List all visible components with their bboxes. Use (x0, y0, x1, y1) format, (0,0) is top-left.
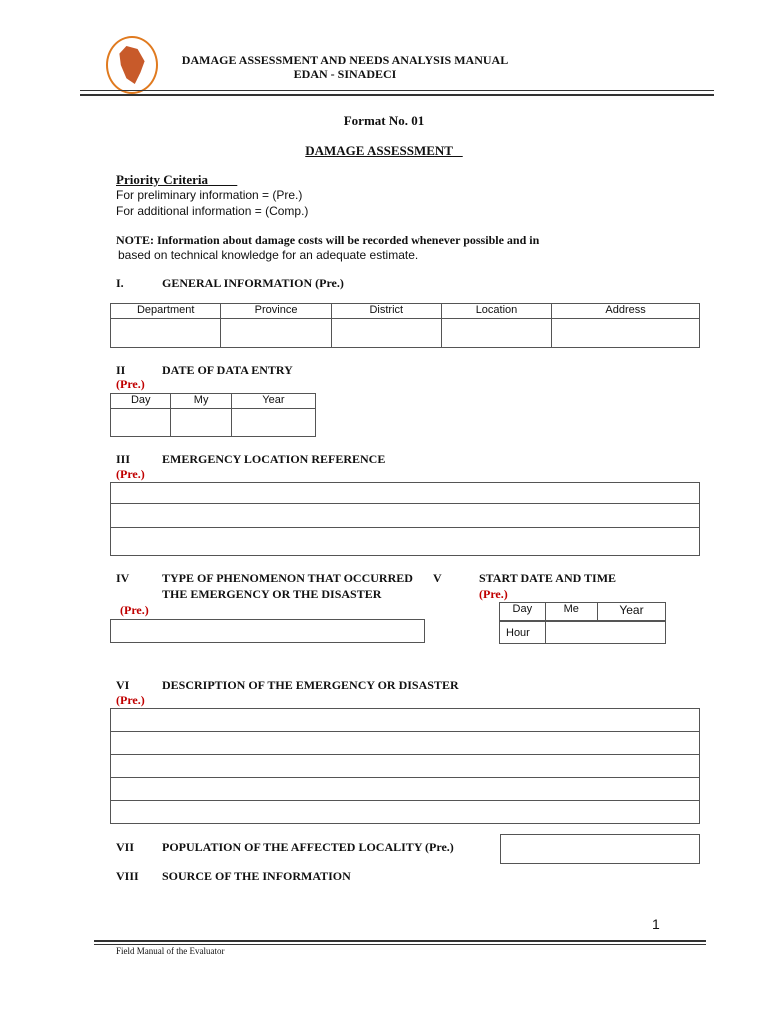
department-field[interactable] (111, 319, 221, 348)
section1-title: GENERAL INFORMATION (Pre.) (162, 276, 344, 290)
page-number: 1 (652, 916, 660, 932)
description-line[interactable] (111, 801, 700, 824)
form-title-text: DAMAGE ASSESSMENT (305, 143, 453, 158)
section8-title: SOURCE OF THE INFORMATION (162, 869, 351, 883)
col-location: Location (441, 304, 551, 319)
section1-number: I. (116, 276, 124, 290)
section6-number: VI (116, 678, 130, 692)
header-rule-bottom (80, 94, 714, 96)
priority-heading (116, 172, 237, 188)
description-line[interactable] (111, 778, 700, 801)
section6-title: DESCRIPTION OF THE EMERGENCY OR DISASTER (162, 678, 459, 692)
district-field[interactable] (331, 319, 441, 348)
col-month: My (171, 394, 231, 409)
section5-title: START DATE AND TIME (479, 571, 617, 585)
footer-rule-top (94, 940, 706, 942)
header-title: DAMAGE ASSESSMENT AND NEEDS ANALYSIS MANUAL (181, 53, 509, 67)
province-field[interactable] (221, 319, 331, 348)
col-address: Address (552, 304, 700, 319)
section8-number: VIII (116, 869, 139, 883)
priority-heading-text: Priority Criteria (116, 172, 209, 187)
location-field[interactable] (441, 319, 551, 348)
hour-label: Hour (500, 622, 546, 644)
description-line[interactable] (111, 709, 700, 732)
col-department: Department (111, 304, 221, 319)
note-line2: based on technical knowledge for an adequate estimate. (118, 248, 419, 262)
location-reference-line[interactable] (111, 483, 700, 504)
section4-title-line2: THE EMERGENCY OR THE DISASTER (162, 587, 382, 601)
section6-tag: (Pre.) (116, 693, 145, 707)
format-number: Format No. 01 (343, 113, 425, 128)
col-start-day: Day (500, 603, 546, 621)
section4-tag: (Pre.) (120, 603, 149, 617)
location-reference-line[interactable] (111, 528, 700, 556)
section7-number: VII (116, 840, 135, 854)
col-start-month: Me (545, 603, 597, 621)
description-table (110, 708, 700, 824)
footer-text: Field Manual of the Evaluator (116, 946, 225, 956)
form-title (0, 143, 768, 159)
col-district: District (331, 304, 441, 319)
entry-year-field[interactable] (231, 409, 315, 437)
population-field[interactable] (500, 834, 700, 864)
entry-day-field[interactable] (111, 409, 171, 437)
section2-number: II (116, 363, 126, 377)
section7-title: POPULATION OF THE AFFECTED LOCALITY (Pre.) (162, 840, 454, 854)
description-line[interactable] (111, 755, 700, 778)
sinadeci-logo (106, 36, 158, 94)
priority-comp: For additional information = (Comp.) (116, 204, 309, 218)
note-bold-text: Information about damage costs will be recorded whenever possible and in (154, 233, 540, 247)
section5-tag: (Pre.) (479, 587, 508, 601)
section5-number: V (433, 571, 442, 585)
col-day: Day (111, 394, 171, 409)
col-year: Year (231, 394, 315, 409)
address-field[interactable] (552, 319, 700, 348)
entry-month-field[interactable] (171, 409, 231, 437)
header-rule-top (80, 90, 714, 91)
section3-tag: (Pre.) (116, 467, 145, 481)
header-subtitle: EDAN - SINADECI (293, 67, 397, 81)
note-line1 (116, 233, 539, 248)
section4-title-line1: TYPE OF PHENOMENON THAT OCCURRED (162, 571, 413, 585)
location-reference-table (110, 482, 700, 556)
col-start-year: Year (597, 603, 665, 621)
col-province: Province (221, 304, 331, 319)
description-line[interactable] (111, 732, 700, 755)
section3-number: III (116, 452, 131, 466)
section4-number: IV (116, 571, 130, 585)
date-entry-table (110, 393, 316, 437)
section2-title: DATE OF DATA ENTRY (162, 363, 293, 377)
location-reference-line[interactable] (111, 504, 700, 528)
peru-map-icon (118, 46, 146, 84)
general-info-table (110, 303, 700, 348)
section3-title: EMERGENCY LOCATION REFERENCE (162, 452, 386, 466)
note-label: NOTE: (116, 233, 155, 247)
phenomenon-type-field[interactable] (110, 619, 425, 643)
start-hour-field[interactable] (545, 622, 665, 644)
start-date-table (499, 602, 666, 644)
section2-tag: (Pre.) (116, 377, 145, 391)
footer-rule-bottom (94, 944, 706, 945)
priority-pre: For preliminary information = (Pre.) (116, 188, 303, 202)
